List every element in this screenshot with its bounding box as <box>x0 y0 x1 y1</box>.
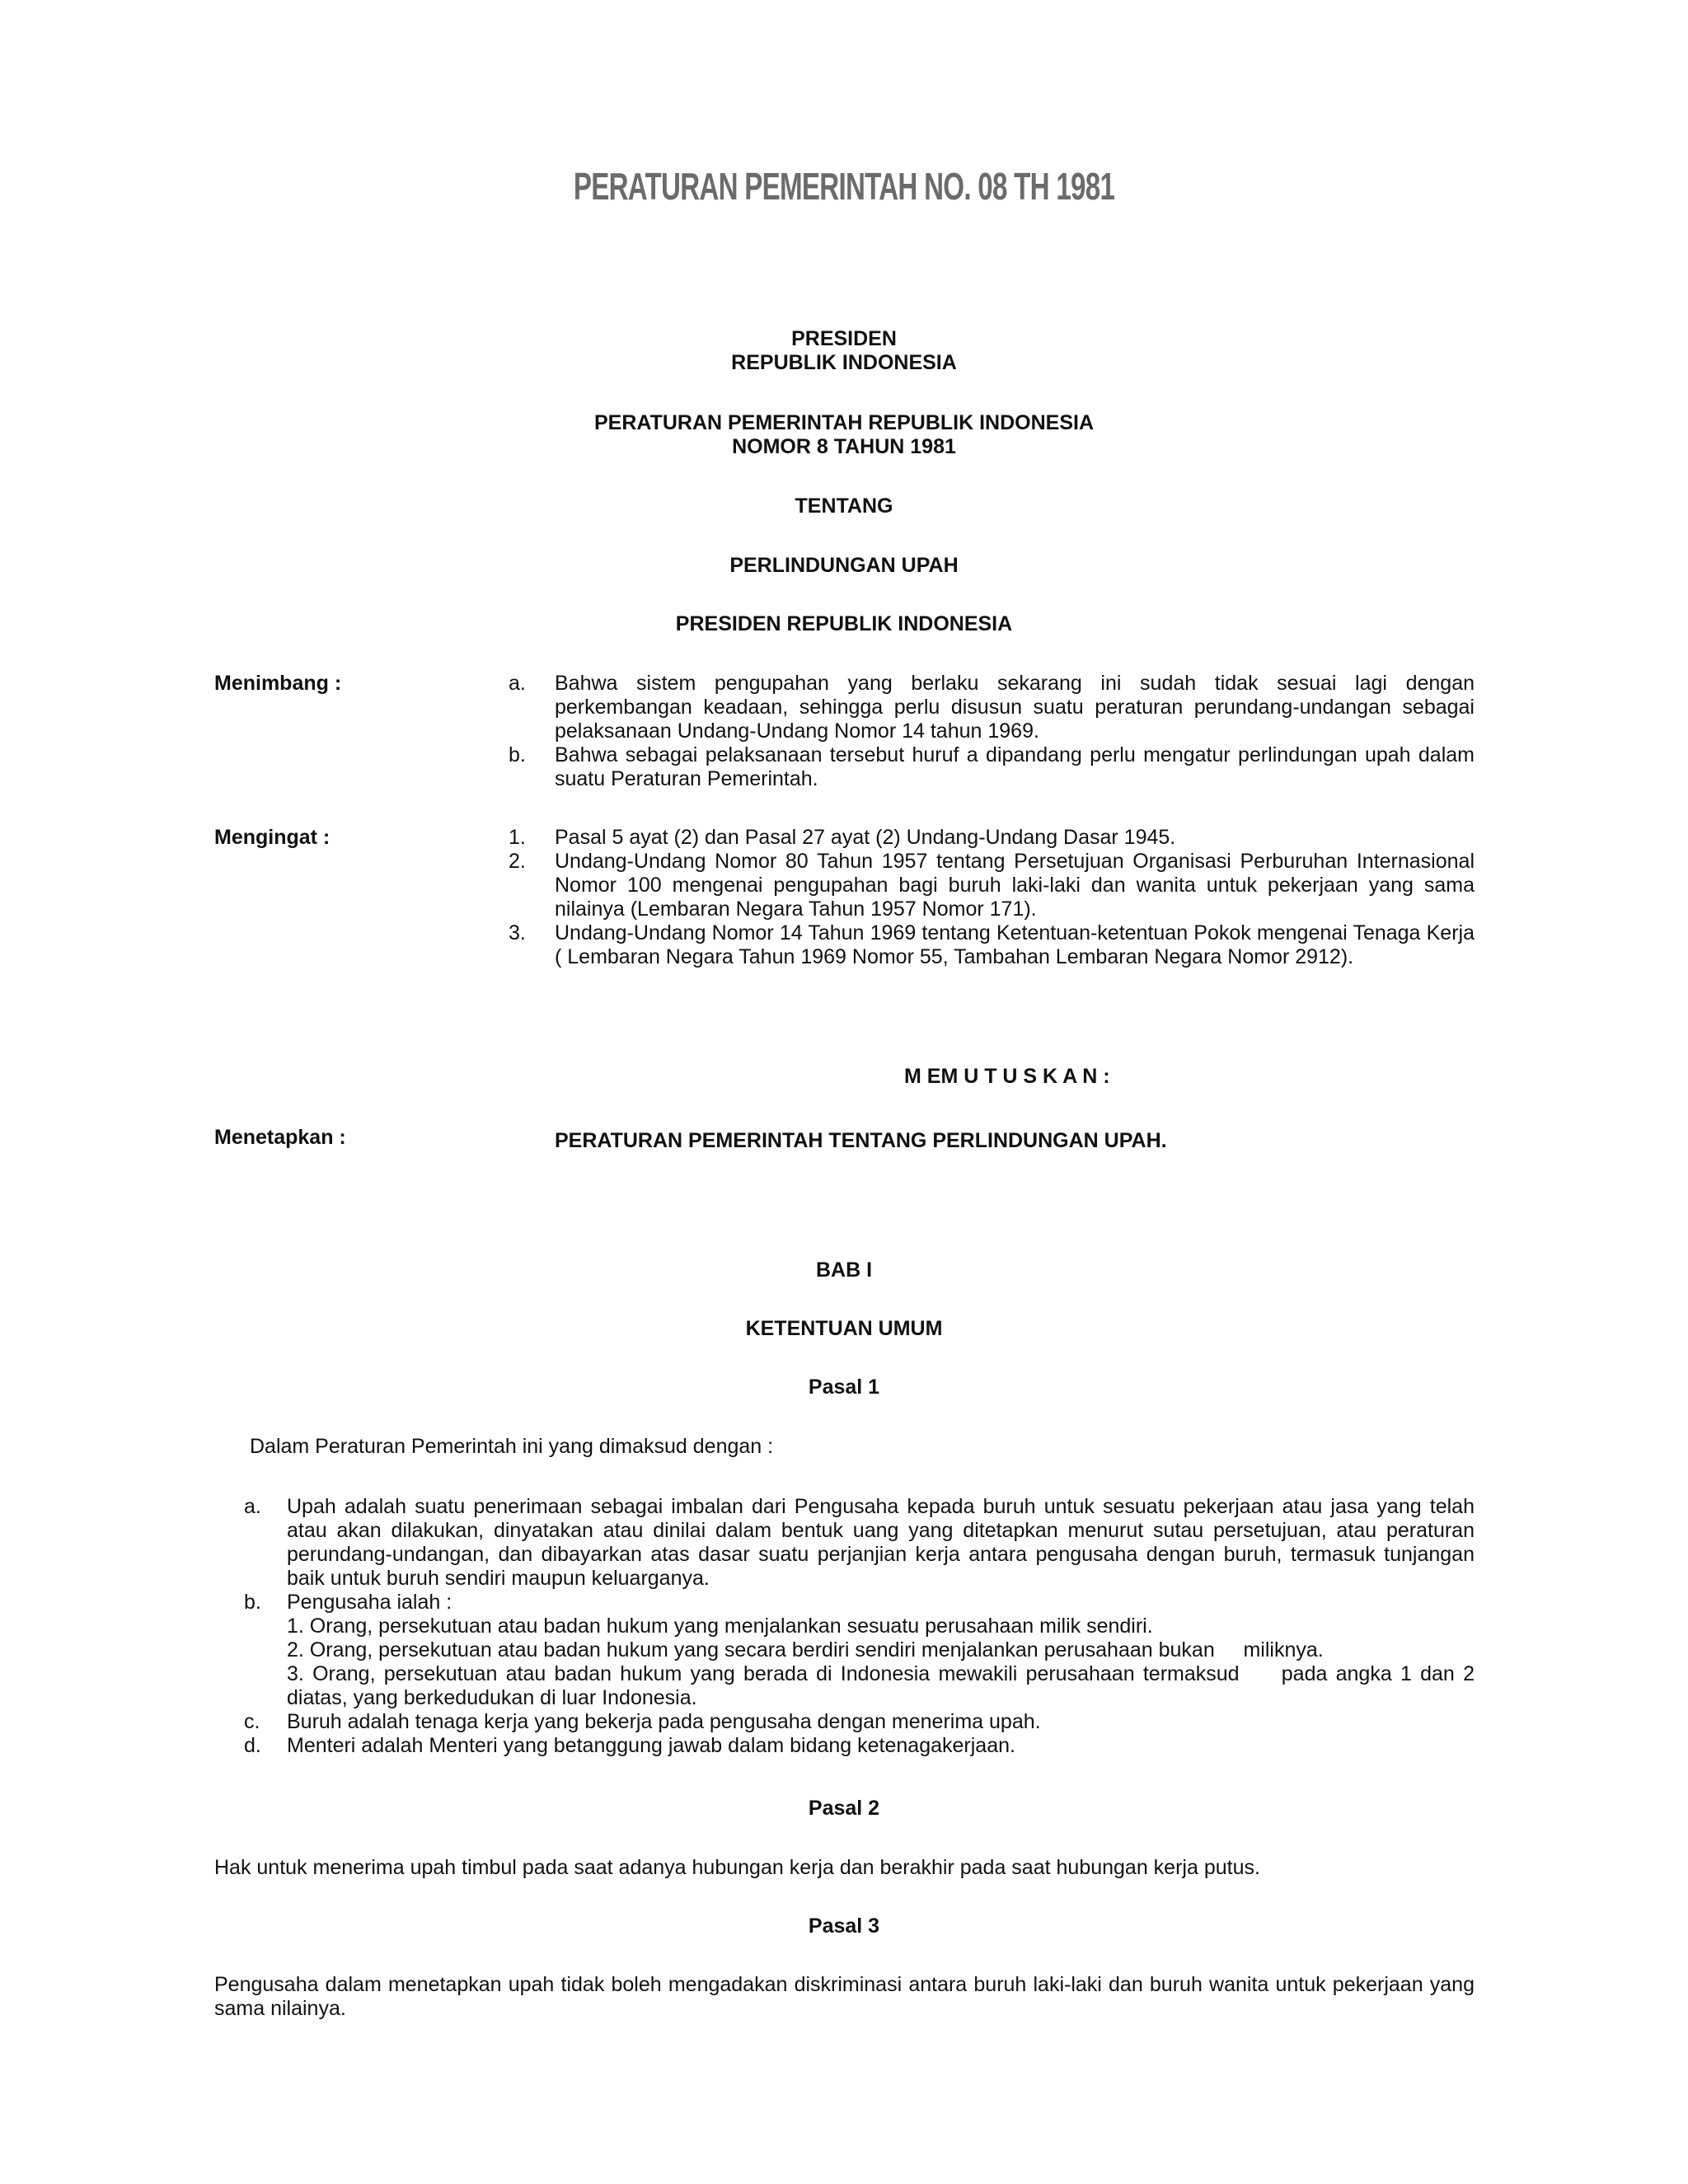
pasal1-intro: Dalam Peraturan Pemerintah ini yang dimaksud dengan : <box>250 1435 774 1458</box>
list-item <box>509 826 1475 850</box>
list-marker: d. <box>244 1734 261 1757</box>
list-item <box>244 1734 1475 1758</box>
list-marker: 2. <box>509 850 526 873</box>
header-regulation <box>0 411 1688 459</box>
list-marker: a. <box>244 1495 261 1518</box>
list-text: Undang-Undang Nomor 14 Tahun 1969 tentang Ketentuan-ketentuan Pokok mengenai Tenaga Kerja ( Lembaran Negara Tahun 1969 Nomor 55, Tambahan Lembaran Negara Nomor 2912). <box>555 921 1475 968</box>
mengingat-label: Mengingat : <box>214 826 331 849</box>
header-presiden: PRESIDEN REPUBLIK INDONESIA <box>675 612 1013 635</box>
memutuskan-heading: M EM U T U S K A N : <box>904 1065 1110 1088</box>
list-marker: c. <box>244 1710 260 1733</box>
list-marker: 3. <box>509 921 526 944</box>
sub-list-item: 2. Orang, persekutuan atau badan hukum yang secara berdiri sendiri menjalankan perusahaan bukan miliknya. <box>287 1638 1324 1661</box>
menimbang-label: Menimbang : <box>214 672 342 695</box>
bab-subtitle: KETENTUAN UMUM <box>745 1317 943 1340</box>
header-tentang: TENTANG <box>795 494 893 518</box>
header-president <box>0 327 1688 375</box>
pasal2-text: Hak untuk menerima upah timbul pada saat adanya hubungan kerja dan berakhir pada saat hubungan kerja putus. <box>214 1856 1260 1879</box>
menimbang-list <box>509 672 1475 791</box>
list-marker: b. <box>244 1591 261 1614</box>
header-line-number: NOMOR 8 TAHUN 1981 <box>732 435 956 458</box>
sub-list-item: 3. Orang, persekutuan atau badan hukum yang berada di Indonesia mewakili perusahaan termaksud pada angka 1 dan 2 diatas, yang berkedudukan di luar Indonesia. <box>287 1662 1480 1709</box>
list-text: Bahwa sebagai pelaksanaan tersebut huruf a dipandang perlu mengatur perlindungan upah dalam suatu Peraturan Pemerintah. <box>555 743 1475 790</box>
header-subject: PERLINDUNGAN UPAH <box>729 554 959 577</box>
header-line-regulation: PERATURAN PEMERINTAH REPUBLIK INDONESIA <box>593 411 1095 434</box>
sub-list <box>244 1615 1480 1710</box>
list-marker: a. <box>509 672 526 695</box>
pasal1-title: Pasal 1 <box>808 1376 880 1399</box>
bab-title: BAB I <box>815 1258 873 1282</box>
list-text: Pengusaha ialah : <box>287 1591 452 1614</box>
menetapkan-text: PERATURAN PEMERINTAH TENTANG PERLINDUNGAN UPAH. <box>555 1129 1167 1152</box>
list-item <box>509 850 1475 921</box>
header-line-president: PRESIDEN <box>791 327 897 350</box>
list-item <box>509 921 1475 969</box>
list-text: Pasal 5 ayat (2) dan Pasal 27 ayat (2) Undang-Undang Dasar 1945. <box>555 826 1176 849</box>
list-marker: b. <box>509 743 526 766</box>
list-text: Buruh adalah tenaga kerja yang bekerja pada pengusaha dengan menerima upah. <box>287 1710 1041 1733</box>
list-item <box>509 672 1475 743</box>
menetapkan-label: Menetapkan : <box>214 1126 346 1149</box>
list-text: Upah adalah suatu penerimaan sebagai imbalan dari Pengusaha kepada buruh untuk sesuatu pekerjaan atau jasa yang telah atau akan dilakukan, dinyatakan atau dinilai dalam bentuk uang yang ditetapkan menurut sutau persetujuan, atau peraturan perundang-undangan, dan dibayarkan atas dasar suatu perjanjian kerja antara pengusaha dengan buruh, termasuk tunjangan baik untuk buruh sendiri maupun keluarganya. <box>287 1495 1475 1590</box>
document-title: PERATURAN PEMERINTAH NO. 08 TH 1981 <box>573 165 1115 208</box>
list-text: Bahwa sistem pengupahan yang berlaku sekarang ini sudah tidak sesuai lagi dengan perkembangan keadaan, sehingga perlu disusun suatu peraturan perundang-undangan sebagai pelaksanaan Undang-Undang Nomor 14 tahun 1969. <box>555 672 1475 743</box>
pasal3-title: Pasal 3 <box>808 1915 880 1938</box>
list-item <box>244 1591 1475 1615</box>
pasal3-text: Pengusaha dalam menetapkan upah tidak boleh mengadakan diskriminasi antara buruh laki-laki dan buruh wanita untuk pekerjaan yang sama nilainya. <box>214 1973 1475 2020</box>
sub-list-item: 1. Orang, persekutuan atau badan hukum yang menjalankan sesuatu perusahaan milik sendiri. <box>287 1615 1153 1638</box>
header-line-republic: REPUBLIK INDONESIA <box>731 351 957 374</box>
list-item <box>244 1495 1475 1591</box>
list-item <box>244 1710 1475 1734</box>
mengingat-list <box>509 826 1475 969</box>
list-text: Undang-Undang Nomor 80 Tahun 1957 tentang Persetujuan Organisasi Perburuhan Internasional Nomor 100 mengenai pengupahan bagi buruh laki-laki dan wanita untuk pekerjaan yang sama nilainya (Lembaran Negara Tahun 1957 Nomor 171). <box>555 850 1475 921</box>
pasal2-title: Pasal 2 <box>808 1797 880 1820</box>
list-text: Menteri adalah Menteri yang betanggung jawab dalam bidang ketenagakerjaan. <box>287 1734 1015 1757</box>
list-marker: 1. <box>509 826 526 849</box>
pasal1-list <box>244 1495 1480 1758</box>
list-item <box>509 743 1475 791</box>
